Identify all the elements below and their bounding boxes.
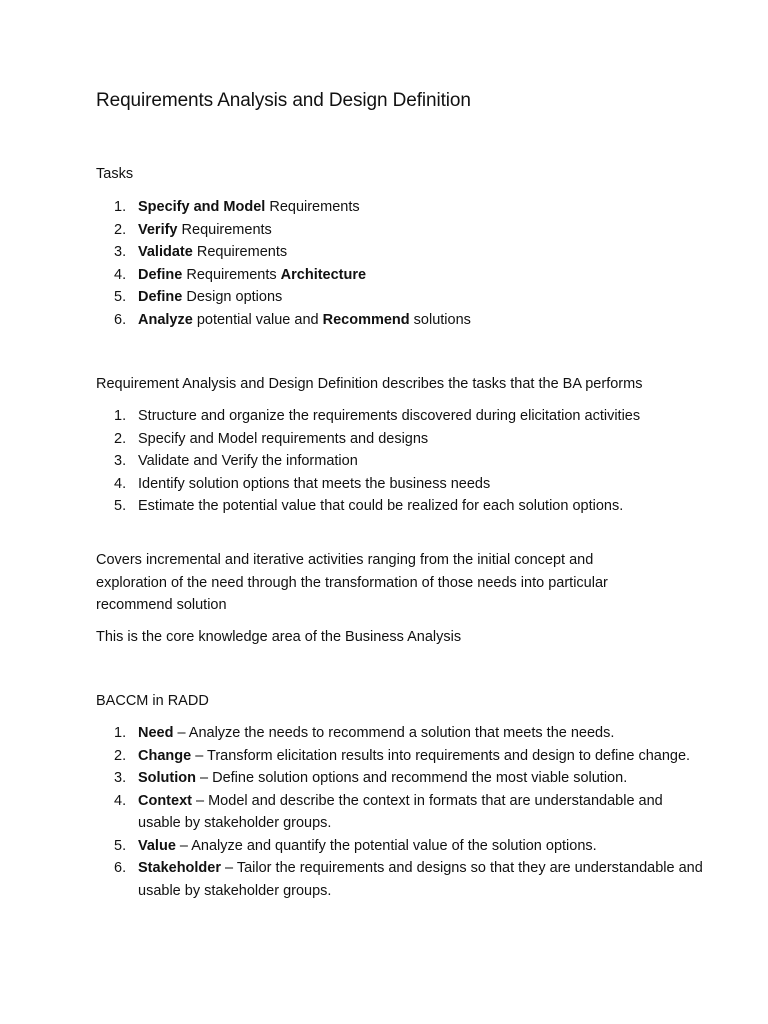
list-item-number: 1. bbox=[114, 408, 127, 424]
list-item bbox=[96, 309, 708, 332]
tasks-list-container bbox=[96, 196, 708, 331]
covers-line: recommend solution bbox=[96, 597, 227, 613]
covers-paragraph bbox=[96, 549, 708, 617]
list-item-number: 3. bbox=[114, 453, 127, 469]
list-item bbox=[96, 264, 708, 287]
list-item bbox=[96, 405, 708, 428]
list-item-number: 1. bbox=[114, 725, 127, 741]
list-item bbox=[96, 428, 708, 451]
list-item bbox=[96, 835, 708, 858]
list-item bbox=[96, 790, 708, 835]
list-item-number: 5. bbox=[114, 837, 127, 854]
tasks-heading: Tasks bbox=[96, 166, 134, 182]
list-item bbox=[96, 857, 708, 902]
list-item-bold-text: Need bbox=[138, 725, 174, 741]
list-item-text: solutions bbox=[409, 311, 471, 328]
baccm-list bbox=[96, 722, 708, 902]
list-item-bold-text: Solution bbox=[138, 770, 196, 786]
list-item-bold-text: Validate bbox=[138, 244, 193, 260]
list-item bbox=[96, 286, 708, 309]
list-item-bold-text: Analyze bbox=[138, 311, 193, 328]
tasks-list bbox=[96, 196, 708, 331]
list-item-bold-text: Change bbox=[138, 747, 192, 764]
covers-line: exploration of the need through the transformation of those needs into particular bbox=[96, 574, 608, 591]
list-item-text: Requirements bbox=[192, 244, 288, 260]
list-item bbox=[96, 196, 708, 219]
list-item-text: Estimate the potential value that could be realized for each solution options. bbox=[138, 498, 624, 514]
list-item-bold-text: Value bbox=[138, 837, 176, 854]
list-item bbox=[96, 495, 708, 518]
describes-intro: Requirement Analysis and Design Definition describes the tasks that the BA performs bbox=[96, 376, 643, 392]
list-item-bold-text: Architecture bbox=[280, 266, 367, 283]
list-item bbox=[96, 767, 708, 790]
list-item-number: 4. bbox=[114, 475, 127, 492]
list-item-number: 3. bbox=[114, 244, 127, 260]
list-item-text: – Model and describe the context in formats that are understandable and usable by stakeholder groups. bbox=[138, 792, 663, 831]
list-item bbox=[96, 473, 708, 496]
list-item-text: – Transform elicitation results into requirements and design to define change. bbox=[191, 747, 691, 764]
baccm-heading: BACCM in RADD bbox=[96, 693, 209, 709]
core-section bbox=[96, 626, 708, 649]
covers-section bbox=[96, 549, 708, 617]
list-item bbox=[96, 722, 708, 745]
page-title: Requirements Analysis and Design Definition bbox=[96, 90, 471, 111]
list-item-text: – Analyze and quantify the potential value of the solution options. bbox=[175, 837, 597, 854]
covers-line: Covers incremental and iterative activities ranging from the initial concept and bbox=[96, 552, 594, 568]
list-item-bold-text: Stakeholder bbox=[138, 860, 221, 876]
list-item-number: 5. bbox=[114, 498, 127, 514]
list-item-number: 2. bbox=[114, 221, 127, 238]
list-item-text: Validate and Verify the information bbox=[138, 453, 358, 469]
list-item-bold-text: Define bbox=[138, 289, 183, 305]
list-item-text: Requirements bbox=[182, 266, 281, 283]
list-item-bold-text: Context bbox=[138, 792, 192, 809]
list-item bbox=[96, 450, 708, 473]
list-item-text: potential value and bbox=[192, 311, 323, 328]
list-item-text: Requirements bbox=[265, 199, 360, 215]
list-item-number: 6. bbox=[114, 860, 127, 876]
list-item-number: 1. bbox=[114, 199, 127, 215]
list-item-text: Specify and Model requirements and designs bbox=[138, 430, 429, 447]
list-item-number: 3. bbox=[114, 770, 127, 786]
list-item-text: Design options bbox=[182, 289, 283, 305]
list-item-text: Identify solution options that meets the business needs bbox=[138, 475, 491, 492]
list-item-number: 4. bbox=[114, 792, 127, 809]
list-item-number: 2. bbox=[114, 747, 127, 764]
describes-list bbox=[96, 405, 708, 518]
core-paragraph: This is the core knowledge area of the Business Analysis bbox=[96, 629, 462, 645]
list-item-text: – Tailor the requirements and designs so that they are understandable and usable by stakeholder groups. bbox=[138, 860, 703, 899]
baccm-section bbox=[96, 690, 708, 713]
list-item-text: Structure and organize the requirements discovered during elicitation activities bbox=[138, 408, 641, 424]
list-item-number: 2. bbox=[114, 430, 127, 447]
list-item-number: 6. bbox=[114, 311, 127, 328]
list-item-text: Requirements bbox=[177, 221, 272, 238]
list-item bbox=[96, 219, 708, 242]
list-item-bold-text: Specify and Model bbox=[138, 199, 266, 215]
list-item-number: 5. bbox=[114, 289, 127, 305]
describes-list-container bbox=[96, 405, 708, 518]
list-item-bold-text: Define bbox=[138, 266, 183, 283]
list-item-number: 4. bbox=[114, 266, 127, 283]
baccm-list-container bbox=[96, 722, 708, 902]
list-item-bold-text: Verify bbox=[138, 221, 178, 238]
describes-section bbox=[96, 373, 708, 396]
tasks-section bbox=[96, 163, 708, 186]
list-item-text: – Analyze the needs to recommend a solution that meets the needs. bbox=[173, 725, 615, 741]
list-item-bold-text: Recommend bbox=[322, 311, 410, 328]
list-item-text: – Define solution options and recommend the most viable solution. bbox=[196, 770, 628, 786]
list-item bbox=[96, 745, 708, 768]
list-item bbox=[96, 241, 708, 264]
